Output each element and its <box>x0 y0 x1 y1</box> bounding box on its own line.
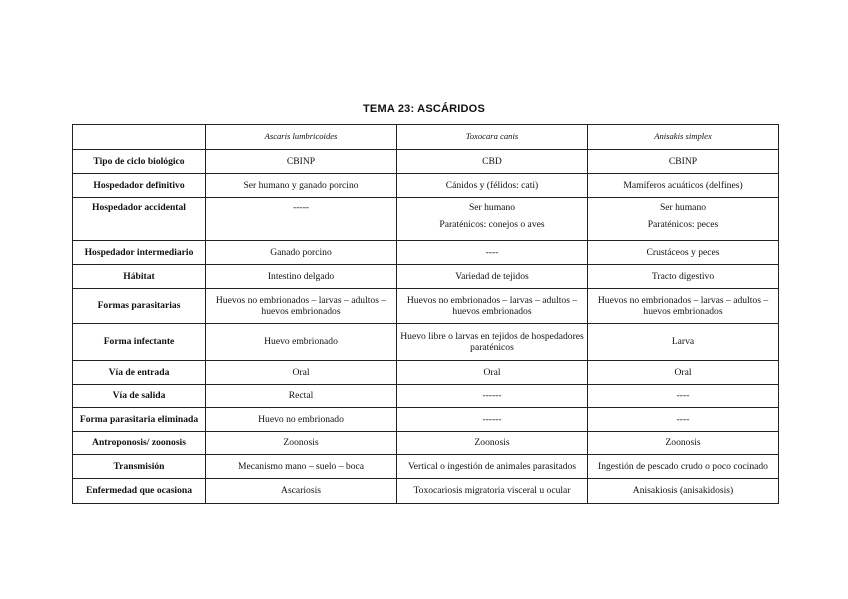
table-row <box>73 198 779 241</box>
header-empty-cell <box>73 125 206 150</box>
table-cell: Tracto digestivo <box>588 265 779 289</box>
table-cell: Huevo embrionado <box>206 324 397 361</box>
row-label: Forma parasitaria eliminada <box>73 408 206 432</box>
table-cell: Mamíferos acuáticos (delfines) <box>588 174 779 198</box>
ascarid-comparison-table <box>72 124 779 504</box>
table-cell: Huevos no embrionados – larvas – adultos – huevos embrionados <box>588 289 779 324</box>
table-cell: CBINP <box>588 150 779 174</box>
table-cell: Huevos no embrionados – larvas – adultos – huevos embrionados <box>206 289 397 324</box>
cell-line: Ser humano <box>659 202 707 213</box>
table-row <box>73 289 779 324</box>
row-label: Hospedador accidental <box>73 198 206 241</box>
table-row <box>73 479 779 504</box>
table-cell: Rectal <box>206 385 397 408</box>
table-cell: Toxocariosis migratoria visceral u ocular <box>397 479 588 504</box>
table-cell: ------ <box>397 408 588 432</box>
cell-line: Ser humano <box>468 202 516 213</box>
table-row <box>73 150 779 174</box>
table-row <box>73 361 779 385</box>
table-cell: Zoonosis <box>397 432 588 455</box>
table-cell: Mecanismo mano – suelo – boca <box>206 455 397 479</box>
table-row <box>73 385 779 408</box>
table-cell: Ascariosis <box>206 479 397 504</box>
table-cell: CBINP <box>206 150 397 174</box>
cell-line: Paraténicos: peces <box>647 218 719 230</box>
table-cell: Cánidos y (félidos: cati) <box>397 174 588 198</box>
table-row <box>73 408 779 432</box>
row-label: Hospedador intermediario <box>73 241 206 265</box>
row-label: Antroponosis/ zoonosis <box>73 432 206 455</box>
table-cell: Crustáceos y peces <box>588 241 779 265</box>
table-cell: CBD <box>397 150 588 174</box>
row-label: Enfermedad que ocasiona <box>73 479 206 504</box>
header-species-toxocara: Toxocara canis <box>397 125 588 150</box>
table-cell: Huevo libre o larvas en tejidos de hospedadores paraténicos <box>397 324 588 361</box>
table-cell: Huevo no embrionado <box>206 408 397 432</box>
table-row <box>73 265 779 289</box>
row-label: Hábitat <box>73 265 206 289</box>
table-cell: Vertical o ingestión de animales parasitados <box>397 455 588 479</box>
row-label: Formas parasitarias <box>73 289 206 324</box>
table-cell: ------ <box>397 385 588 408</box>
table-row <box>73 174 779 198</box>
table-cell <box>588 198 779 241</box>
table-cell: Ganado porcino <box>206 241 397 265</box>
table-row <box>73 455 779 479</box>
page-title: TEMA 23: ASCÁRIDOS <box>363 103 485 115</box>
table-cell: Variedad de tejidos <box>397 265 588 289</box>
table-header-row <box>73 125 779 150</box>
row-label: Transmisión <box>73 455 206 479</box>
table-cell: ---- <box>588 408 779 432</box>
row-label: Tipo de ciclo biológico <box>73 150 206 174</box>
table-cell: Intestino delgado <box>206 265 397 289</box>
table-row <box>73 324 779 361</box>
table-cell: Larva <box>588 324 779 361</box>
table-row <box>73 432 779 455</box>
table-row <box>73 241 779 265</box>
table-cell: Oral <box>588 361 779 385</box>
table-cell: Oral <box>397 361 588 385</box>
table-cell: Zoonosis <box>206 432 397 455</box>
table-cell: Zoonosis <box>588 432 779 455</box>
table-cell: ----- <box>206 198 397 241</box>
header-species-anisakis: Anisakis simplex <box>588 125 779 150</box>
table-cell: Ingestión de pescado crudo o poco cocinado <box>588 455 779 479</box>
table-cell: Ser humano y ganado porcino <box>206 174 397 198</box>
table-cell <box>397 198 588 241</box>
header-species-ascaris: Ascaris lumbricoides <box>206 125 397 150</box>
table-cell: Anisakiosis (anisakidosis) <box>588 479 779 504</box>
table-cell: Huevos no embrionados – larvas – adultos – huevos embrionados <box>397 289 588 324</box>
table-cell: ---- <box>588 385 779 408</box>
row-label: Vía de entrada <box>73 361 206 385</box>
cell-line: Paraténicos: conejos o aves <box>439 218 545 230</box>
row-label: Vía de salida <box>73 385 206 408</box>
row-label: Forma infectante <box>73 324 206 361</box>
table-cell: ---- <box>397 241 588 265</box>
table-cell: Oral <box>206 361 397 385</box>
row-label: Hospedador definitivo <box>73 174 206 198</box>
